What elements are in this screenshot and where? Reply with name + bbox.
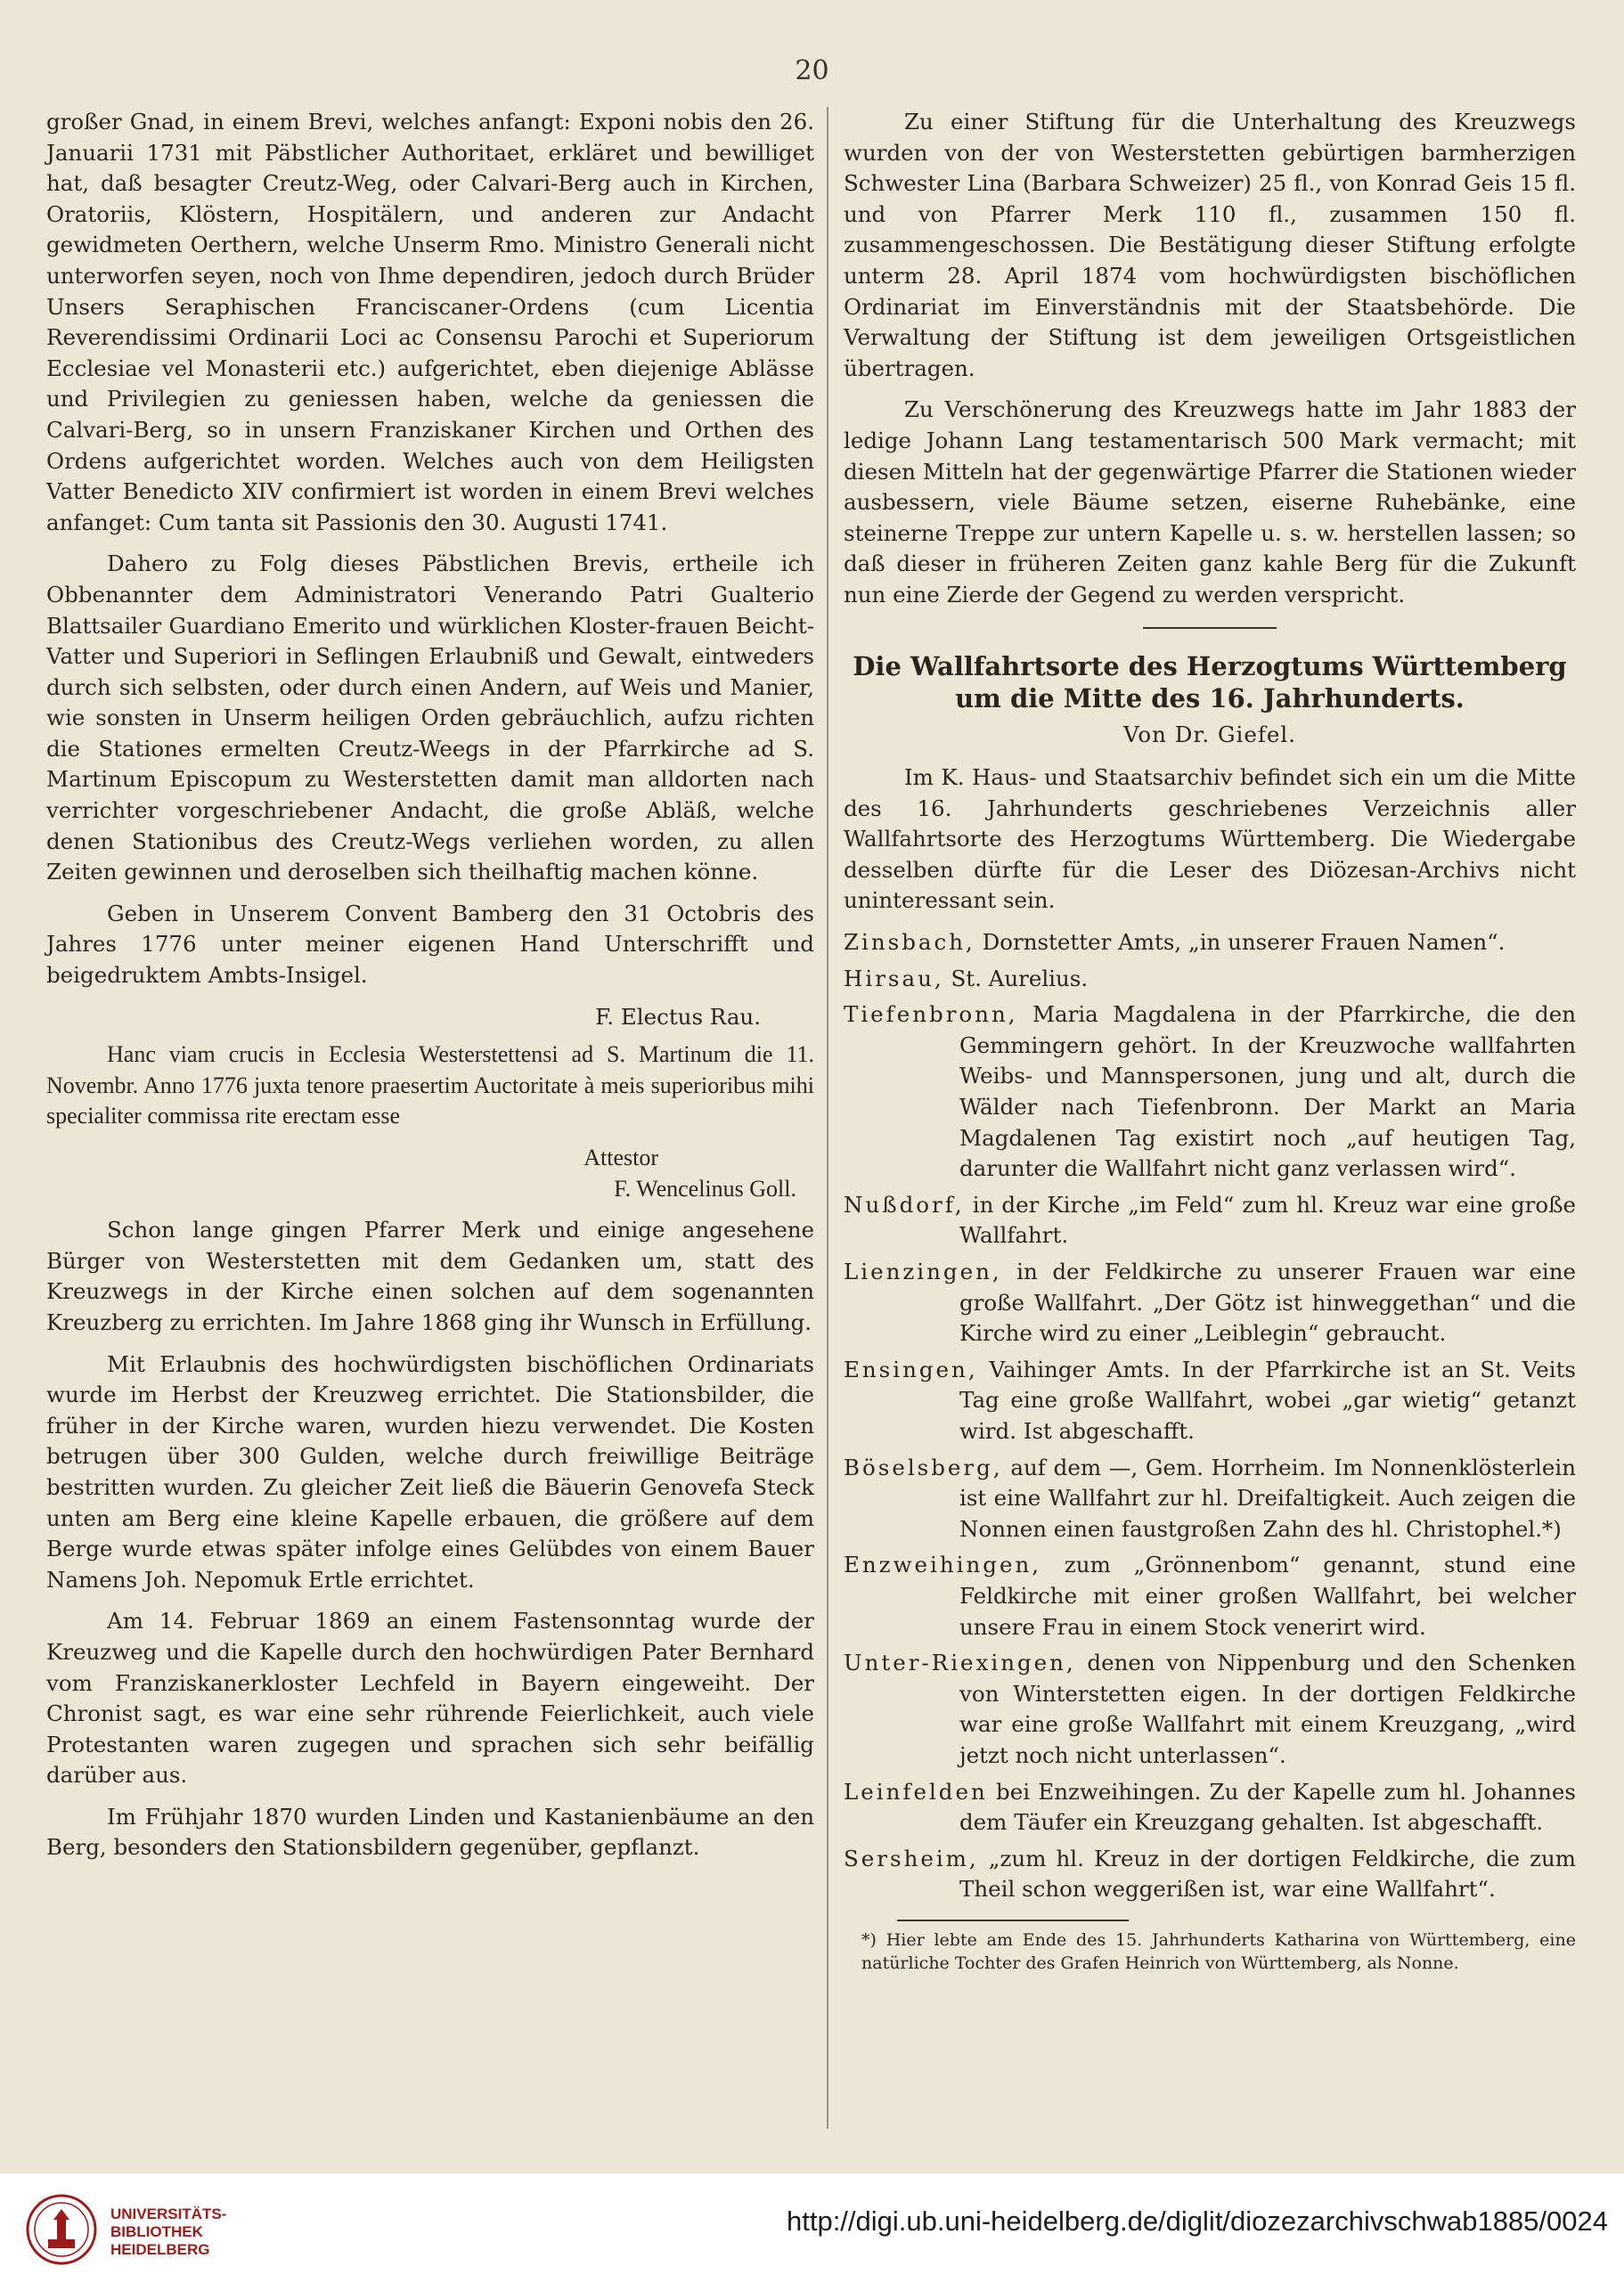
pilgrimage-list <box>844 927 1576 1905</box>
place-name: Ensingen, <box>844 1356 978 1382</box>
library-name <box>110 2205 226 2259</box>
place-name: Nußdorf, <box>844 1191 965 1218</box>
entry-text: Maria Magdalena in der Pfarrkirche, die den Gemmingern gehört. In der Kreuzwoche wallfahrten Weibs- und Mannspersonen, jung und alt, durch die Wälder nach Tiefenbronn. Der Markt an Maria Magdalenen Tag existirt noch „auf heutigen Tag, darunter die Wallfahrt nicht ganz verlassen wird“. <box>959 1001 1576 1182</box>
footnote: *) Hier lebte am Ende des 15. Jahrhunderts Katharina von Württemberg, eine natürliche Tochter des Grafen Heinrich von Württemberg, als Nonne. <box>861 1929 1576 1973</box>
list-item <box>844 1257 1576 1349</box>
list-item <box>844 1648 1576 1771</box>
attestor-label: Attestor <box>583 1145 658 1170</box>
entry-text: Vaihinger Amts. In der Pfarrkirche ist an St. Veits Tag eine große Wallfahrt, wobei „gar wietig“ getanzt wird. Ist abgeschafft. <box>959 1356 1576 1444</box>
right-column <box>844 107 1576 1985</box>
entry-text: in der Kirche „im Feld“ zum hl. Kreuz war eine große Wallfahrt. <box>959 1191 1576 1249</box>
page-number: 20 <box>795 55 829 86</box>
paragraph: Schon lange gingen Pfarrer Merk und einige angesehene Bürger von Westerstetten mit dem Gedanken um, statt des Kreuzwegs in der Kirche einen solchen auf dem sogenannten Kreuzberg zu errichten. Im Jahre 1868 ging ihr Wunsch in Erfüllung. <box>46 1217 814 1335</box>
paragraph: Im Frühjahr 1870 wurden Linden und Kastanienbäume an den Berg, besonders den Stationsbildern gegenüber, gepflanzt. <box>46 1803 814 1861</box>
place-name: Hirsau, <box>844 965 944 991</box>
list-item <box>844 964 1576 995</box>
paragraph: Im K. Haus- und Staatsarchiv befindet sich ein um die Mitte des 16. Jahrhunderts geschriebenes Verzeichnis aller Wallfahrtsorte des Herzogtums Württemberg. Die Wiedergabe desselben dürfte für die Leser des Diözesan-Archivs nicht uninteressant sein. <box>844 764 1576 914</box>
entry-text: in der Feldkirche zu unserer Frauen war eine große Wallfahrt. „Der Götz ist hinweggethan“ und die Kirche wird zu einer „Leiblegin“ gebraucht. <box>959 1259 1576 1347</box>
latin-attestation: Hanc viam crucis in Ecclesia Westerstettensi ad S. Martinum die 11. Novembr. Anno 1776 juxta tenore praesertim Auctoritate à meis superioribus mihi specialiter commissa rite erectam esse <box>46 1041 814 1129</box>
attestor-name: F. Wencelinus Goll. <box>614 1175 796 1202</box>
section-rule <box>1143 627 1277 629</box>
place-name: Tiefenbronn, <box>844 1001 1018 1028</box>
source-url[interactable]: http://digi.ub.uni-heidelberg.de/diglit/diozezarchivschwab1885/0024 <box>786 2205 1608 2237</box>
list-item <box>844 927 1576 958</box>
place-name: Zinsbach, <box>844 929 975 956</box>
list-item <box>844 999 1576 1185</box>
paragraph: Zu Verschönerung des Kreuzwegs hatte im Jahr 1883 der ledige Johann Lang testamentarisch 500 Mark vermacht; mit diesen Mitteln hat der gegenwärtige Pfarrer die Stationen wieder ausbessern, viele Bäume setzen, eiserne Ruhebänke, eine steinerne Treppe zur untern Kapelle u. s. w. herstellen lassen; so daß dieser in früheren Zeiten ganz kahle Berg für die Zukunft nun eine Zierde der Gegend zu werden verspricht. <box>844 396 1576 607</box>
list-item <box>844 1550 1576 1643</box>
place-name: Sersheim, <box>844 1845 979 1871</box>
place-name: Unter-Riexingen, <box>844 1650 1076 1676</box>
entry-text: Dornstetter Amts, „in unserer Frauen Namen“. <box>975 929 1506 956</box>
signature: F. Electus Rau. <box>595 1003 761 1030</box>
library-name-line: HEIDELBERG <box>110 2241 210 2258</box>
list-item <box>844 1777 1576 1839</box>
paragraph: Dahero zu Folg dieses Päbstlichen Brevis, ertheile ich Obbenannter dem Administratori Venerando Patri Gualterio Blattsailer Guardiano Emerito und würklichen Kloster-frauen Beicht-Vatter und Superiori in Seflingen Erlaubniß und Gewalt, eintweders durch sich selbsten, oder durch einen Andern, auf Weis und Manier, wie sonsten in Unserm heiligen Orden gebräuchlich, aufzu richten die Stationes ermelten Creutz-Weegs in der Pfarrkirche ad S. Martinum Episcopum zu Westerstetten damit man alldorten nach verrichter vorgeschriebener Andacht, die große Abläß, welche denen Stationibus des Creutz-Wegs verliehen worden, zu allen Zeiten gewinnen und deroselben sich theilhaftig machen könne. <box>46 550 814 885</box>
place-name: Lienzingen, <box>844 1259 1002 1284</box>
paragraph: Am 14. Februar 1869 an einem Fastensonntag wurde der Kreuzweg und die Kapelle durch den hochwürdigen Pater Bernhard vom Franziskanerkloster Lechfeld in Bayern eingeweiht. Der Chronist sagt, es war eine sehr rührende Feierlichkeit, auch viele Protestanten waren zugegen und sprachen sich sehr beifällig darüber aus. <box>46 1608 814 1789</box>
entry-text: zum „Grönnenbom“ genannt, stund eine Feldkirche mit einer großen Wallfahrt, bei welcher unsere Frau in einem Stock venerirt wird. <box>959 1552 1576 1640</box>
left-column <box>46 107 814 1874</box>
university-seal-icon <box>25 2193 98 2266</box>
paragraph: großer Gnad, in einem Brevi, welches anfangt: Exponi nobis den 26. Januarii 1731 mit Päbstlicher Authoritaet, erkläret und bewilliget hat, daß besagter Creutz-Weg, oder Calvari-Berg auch in Kirchen, Oratoriis, Klöstern, Hospitälern, und anderen zur Andacht gewidmeten Oerthern, welche Unserm Rmo. Ministro Generali nicht unterworfen seyen, noch von Ihme dependiren, jedoch durch Brüder Unsers Seraphischen Franciscaner-Ordens (cum Licentia Reverendissimi Ordinarii Loci ac Consensu Parochi et Superiorum Ecclesiae vel Monasterii etc.) aufgerichtet, eben diejenige Ablässe und Privilegien zu geniessen haben, welche da geniessen die Calvari-Berg, so in unsern Franziskaner Kirchen und Orthen des Ordens aufgerichtet worden. Welches auch von dem Heiligsten Vatter Benedicto XIV confirmiert ist worden in einem Brevi welches anfanget: Cum tanta sit Passionis den 30. Augusti 1741. <box>46 109 814 535</box>
place-name: Enzweihingen, <box>844 1552 1042 1578</box>
entry-text: denen von Nippenburg und den Schenken von Winterstetten eigen. In der dortigen Feldkirche war eine große Wallfahrt mit einem Kreuzgang, „wird jetzt noch nicht unterlassen“. <box>959 1650 1576 1768</box>
entry-text: „zum hl. Kreuz in der dortigen Feldkirche, die zum Theil schon weggerißen ist, war eine Wallfahrt“. <box>959 1845 1576 1903</box>
paragraph: Geben in Unserem Convent Bamberg den 31 Octobris des Jahres 1776 unter meiner eigenen Hand Unterschrifft und beigedruktem Ambts-Insigel. <box>46 900 814 989</box>
library-name-line: UNIVERSITÄTS- <box>110 2205 227 2222</box>
entry-text: St. Aurelius. <box>943 965 1089 991</box>
article-byline: Von Dr. Giefel. <box>1122 721 1297 747</box>
list-item <box>844 1453 1576 1545</box>
entry-text: bei Enzweihingen. Zu der Kapelle zum hl. Johannes dem Täufer ein Kreuzgang gehalten. Ist abgeschafft. <box>959 1778 1576 1836</box>
paragraph: Mit Erlaubnis des hochwürdigsten bischöflichen Ordinariats wurde im Herbst der Kreuzweg errichtet. Die Stationsbilder, die früher in der Kirche waren, wurden hiezu verwendet. Die Kosten betrugen über 300 Gulden, welche durch freiwillige Beiträge bestritten wurden. Zu gleicher Zeit ließ die Bäuerin Genovefa Steck unten am Berg eine kleine Kapelle erbauen, die größere auf dem Berge wurde etwas später infolge eines Gelübdes von einem Bauer Namens Joh. Nepomuk Ertle errichtet. <box>46 1350 814 1593</box>
place-name: Leinfelden <box>844 1778 988 1805</box>
list-item <box>844 1355 1576 1447</box>
article-heading: Die Wallfahrtsorte des Herzogtums Württemberg um die Mitte des 16. Jahrhunderts. <box>853 650 1567 713</box>
list-item <box>844 1844 1576 1905</box>
library-footer <box>0 2173 1624 2291</box>
footnote-rule <box>897 1920 1129 1921</box>
paragraph: Zu einer Stiftung für die Unterhaltung des Kreuzwegs wurden von der von Westerstetten gebürtigen barmherzigen Schwester Lina (Barbara Schweizer) 25 fl., von Konrad Geis 15 fl. und von Pfarrer Merk 110 fl., zusammen 150 fl. zusammengeschossen. Die Bestätigung dieser Stiftung erfolgte unterm 28. April 1874 vom hochwürdigsten bischöflichen Ordinariat im Einverständnis mit der Staatsbehörde. Die Verwaltung der Stiftung ist dem jeweiligen Ortsgeistlichen übertragen. <box>844 109 1576 381</box>
library-name-line: BIBLIOTHEK <box>110 2223 203 2240</box>
place-name: Böselsberg, <box>844 1454 1003 1480</box>
entry-text: auf dem —, Gem. Horrheim. Im Nonnenklösterlein ist eine Wallfahrt zur hl. Dreifaltigkeit. Auch zeigen die Nonnen einen faustgroßen Zahn des hl. Christophel.*) <box>959 1454 1576 1542</box>
list-item <box>844 1190 1576 1251</box>
column-divider <box>827 107 828 2129</box>
